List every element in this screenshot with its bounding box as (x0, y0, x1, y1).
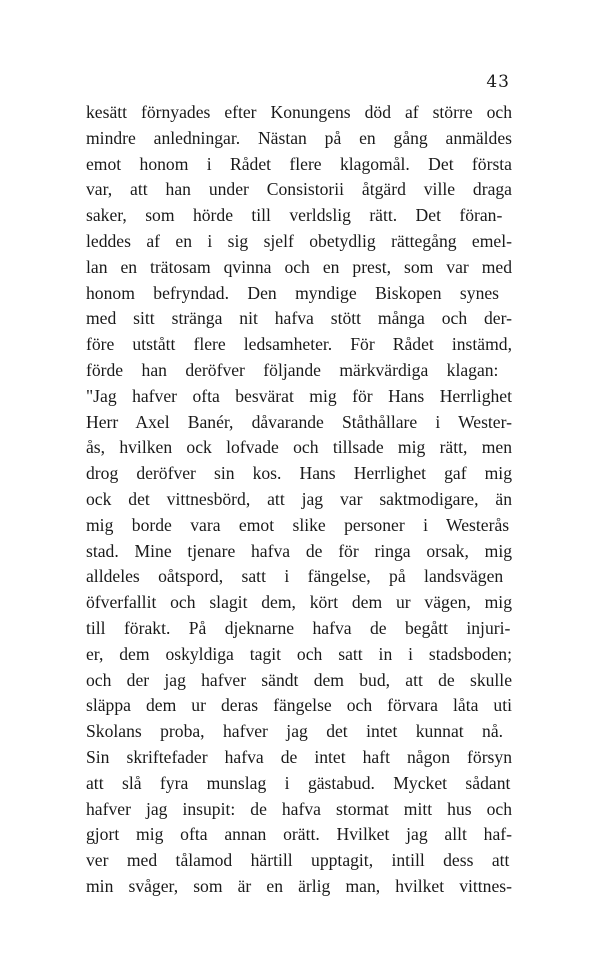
text-line: Herr Axel Banér, dåvarande Ståthållare i Wester- (86, 411, 512, 432)
text-line: öfverfallit och slagit dem, kört dem ur vägen, mig (86, 592, 512, 613)
text-line: släppa dem ur deras fängelse och förvara låta uti (86, 695, 512, 716)
text-line: hafver jag insupit: de hafva stormat mitt hus och (86, 798, 512, 819)
text-line: ver med tålamod härtill upptagit, intill dess att (86, 850, 510, 871)
text-line: var, att han under Consistorii åtgärd ville draga (86, 179, 512, 200)
text-line: kesätt förnyades efter Konungens död af större och (86, 102, 512, 122)
text-line: gjort mig ofta annan orätt. Hvilket jag allt haf- (86, 824, 512, 845)
text-line: mindre anledningar. Nästan på en gång anmäldes (86, 127, 512, 148)
text-line: saker, som hörde till verldslig rätt. Det föran- (86, 205, 503, 226)
body-text (86, 100, 512, 900)
text-line: mig borde vara emot slike personer i Westerås (86, 514, 510, 535)
text-line: förde han deröfver följande märkvärdiga klagan: (86, 359, 499, 380)
text-line: Sin skriftefader hafva de intet haft någon försyn (86, 746, 512, 767)
text-line: alldeles oåtspord, satt i fängelse, på landsvägen (86, 566, 504, 587)
text-line: drog deröfver sin kos. Hans Herrlighet gaf mig (86, 463, 512, 484)
text-line: att slå fyra munslag i gästabud. Mycket sådant (86, 772, 511, 793)
text-line: med sitt stränga nit hafva stött många och der- (86, 308, 512, 329)
text-line: honom befryndad. Den myndige Biskopen synes (86, 282, 500, 303)
text-line: emot honom i Rådet flere klagomål. Det första (86, 153, 512, 174)
text-line: Skolans proba, hafver jag det intet kunnat nå. (86, 721, 504, 742)
text-line: lan en trätosam qvinna och en prest, som var med (86, 256, 512, 277)
text-line: till förakt. På djeknarne hafva de begått injuri- (86, 617, 511, 638)
page-number: 43 (486, 72, 510, 92)
text-line: stad. Mine tjenare hafva de för ringa orsak, mig (86, 540, 512, 561)
text-line: min svåger, som är en ärlig man, hvilket vittnes- (86, 875, 512, 896)
text-line: er, dem oskyldiga tagit och satt in i stadsboden; (86, 643, 512, 664)
text-line: ås, hvilken ock lofvade och tillsade mig rätt, men (86, 437, 512, 458)
text-line: före utstått flere ledsamheter. För Rådet instämd, (86, 334, 512, 355)
text-line: och der jag hafver sändt dem bud, att de skulle (86, 669, 512, 690)
text-line: leddes af en i sig sjelf obetydlig rättegång emel- (86, 230, 512, 251)
text-line: ock det vittnesbörd, att jag var saktmodigare, än (86, 488, 512, 509)
text-line: "Jag hafver ofta besvärat mig för Hans Herrlighet (86, 385, 512, 406)
